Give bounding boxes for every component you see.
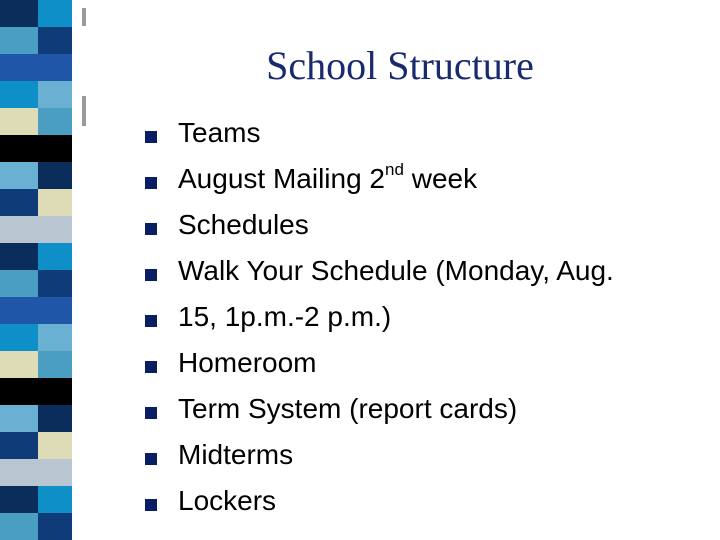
stripe-segment bbox=[38, 216, 72, 243]
stripe-segment bbox=[0, 324, 38, 351]
title-accent-mark bbox=[82, 8, 86, 26]
stripe-segment bbox=[0, 432, 38, 459]
bullet-square-icon bbox=[145, 407, 157, 419]
bullet-text: Schedules bbox=[178, 209, 309, 240]
stripe-segment bbox=[38, 324, 72, 351]
bullet-item bbox=[140, 344, 614, 390]
bullet-square-icon bbox=[145, 453, 157, 465]
stripe-segment bbox=[38, 108, 72, 135]
stripe-segment bbox=[38, 432, 72, 459]
bullet-square-icon bbox=[145, 131, 157, 143]
stripe-segment bbox=[0, 513, 38, 540]
bullet-item bbox=[140, 482, 614, 528]
stripe-segment bbox=[0, 243, 38, 270]
stripe-segment bbox=[0, 81, 38, 108]
stripe-segment bbox=[0, 0, 38, 27]
stripe-segment bbox=[38, 54, 72, 81]
bullet-item bbox=[140, 160, 614, 206]
stripe-segment bbox=[38, 378, 72, 405]
bullet-square-icon bbox=[145, 223, 157, 235]
bullet-square-icon bbox=[145, 177, 157, 189]
stripe-segment bbox=[38, 135, 72, 162]
bullet-square-icon bbox=[145, 315, 157, 327]
stripe-segment bbox=[38, 351, 72, 378]
stripe-segment bbox=[38, 270, 72, 297]
stripe-segment bbox=[0, 459, 38, 486]
bullet-item bbox=[140, 390, 614, 436]
bullet-text: Term System (report cards) bbox=[178, 393, 518, 424]
stripe-segment bbox=[38, 27, 72, 54]
stripe-segment bbox=[0, 108, 38, 135]
bullet-square-icon bbox=[145, 269, 157, 281]
body-accent-mark bbox=[82, 96, 86, 126]
stripe-segment bbox=[0, 405, 38, 432]
stripe-segment bbox=[38, 243, 72, 270]
stripe-segment bbox=[0, 297, 38, 324]
stripe-segment bbox=[38, 162, 72, 189]
stripe-segment bbox=[0, 135, 38, 162]
bullet-superscript: nd bbox=[385, 160, 404, 179]
stripe-segment bbox=[38, 459, 72, 486]
stripe-segment bbox=[0, 27, 38, 54]
bullet-text: August Mailing 2 bbox=[178, 163, 386, 194]
stripe-segment bbox=[38, 405, 72, 432]
bullet-text: Teams bbox=[178, 117, 261, 148]
stripe-segment bbox=[0, 378, 38, 405]
bullet-square-icon bbox=[145, 361, 157, 373]
decorative-stripe-bar bbox=[0, 0, 72, 540]
bullet-text: 15, 1p.m.-2 p.m.) bbox=[178, 301, 392, 332]
stripe-segment bbox=[38, 189, 72, 216]
stripe-segment bbox=[38, 0, 72, 27]
stripe-segment bbox=[0, 54, 38, 81]
bullet-item bbox=[140, 436, 614, 482]
stripe-segment bbox=[0, 351, 38, 378]
stripe-segment bbox=[0, 270, 38, 297]
bullet-text: Lockers bbox=[178, 485, 277, 516]
stripe-segment bbox=[38, 297, 72, 324]
stripe-segment bbox=[38, 486, 72, 513]
stripe-segment bbox=[38, 81, 72, 108]
bullet-item bbox=[140, 252, 614, 298]
bullet-text: week bbox=[403, 163, 478, 194]
bullet-item bbox=[140, 114, 614, 160]
stripe-segment bbox=[0, 162, 38, 189]
slide-title: School Structure bbox=[266, 43, 534, 88]
bullet-item bbox=[140, 206, 614, 252]
bullet-text: Walk Your Schedule (Monday, Aug. bbox=[178, 255, 614, 286]
stripe-segment bbox=[0, 189, 38, 216]
bullet-text: Midterms bbox=[178, 439, 294, 470]
bullet-item bbox=[140, 298, 614, 344]
bullet-text: Homeroom bbox=[178, 347, 317, 378]
bullet-square-icon bbox=[145, 499, 157, 511]
stripe-segment bbox=[38, 513, 72, 540]
stripe-segment bbox=[0, 486, 38, 513]
stripe-segment bbox=[0, 216, 38, 243]
bullet-list bbox=[140, 114, 614, 528]
